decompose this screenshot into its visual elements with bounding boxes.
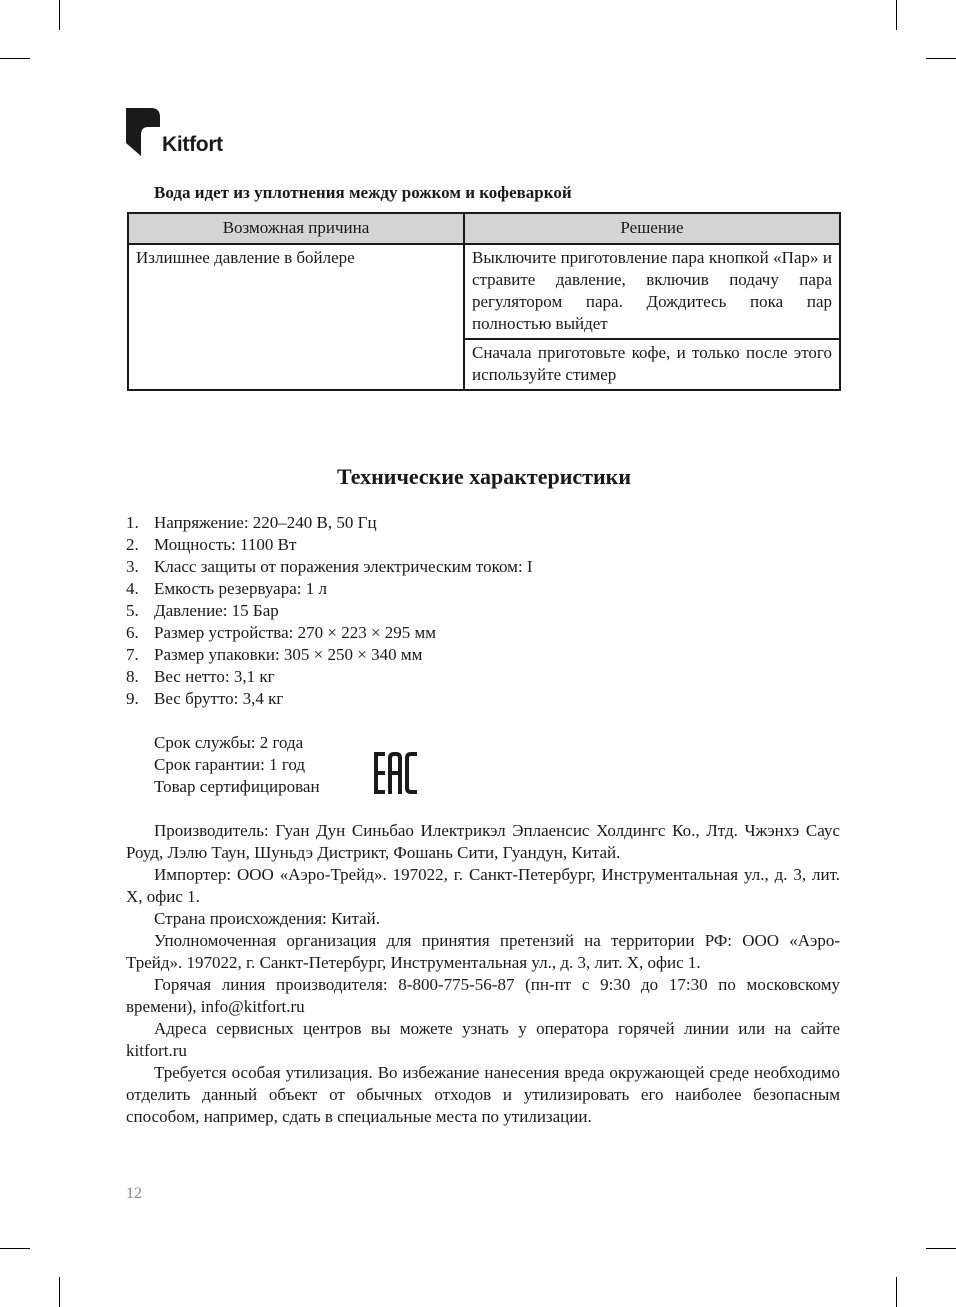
table-header-row [128, 213, 840, 244]
crop-mark [896, 0, 897, 30]
solution-cell: Выключите приготовление пара кнопкой «Пар» и стравите давление, включив подачу пара регулятором пара. Дождитесь пока пар полностью выйдет [464, 244, 840, 339]
paragraph: Производитель: Гуан Дун Синьбао Илектрикэл Эплаенсис Холдингс Ко., Лтд. Чжэнхэ Саус Роуд, Лэлю Таун, Шуньдэ Дистрикт, Фошань Сити, Гуандун, Китай. [126, 821, 840, 862]
list-item: 9. Вес брутто: 3,4 кг [126, 689, 284, 708]
paragraph: Страна происхождения: Китай. [154, 909, 381, 928]
list-item: 2. Мощность: 1100 Вт [126, 535, 297, 554]
kitfort-logo-icon [126, 108, 160, 156]
list-item: 8. Вес нетто: 3,1 кг [126, 667, 275, 686]
crop-mark [59, 1277, 60, 1307]
crop-mark [0, 1248, 30, 1249]
column-header-cause: Возможная причина [128, 213, 464, 244]
list-item: 1. Напряжение: 220–240 В, 50 Гц [126, 513, 377, 532]
crop-mark [59, 0, 60, 30]
crop-mark [926, 1248, 956, 1249]
service-life: Срок службы: 2 года [154, 733, 304, 752]
cause-cell: Излишнее давление в бойлере [128, 244, 464, 390]
service-info [154, 732, 320, 798]
solution-cell: Сначала приготовьте кофе, и только после этого используйте стимер [464, 339, 840, 390]
kitfort-logo [126, 108, 223, 156]
eac-mark-icon [374, 752, 418, 794]
list-item: 4. Емкость резервуара: 1 л [126, 579, 327, 598]
company-info [126, 820, 840, 1128]
specs-title: Технические характеристики [336, 464, 632, 489]
crop-mark [0, 58, 30, 59]
trouble-table [127, 212, 841, 391]
paragraph: Адреса сервисных центров вы можете узнать у оператора горячей линии или на сайте kitfort.ru [126, 1019, 840, 1060]
paragraph: Уполномоченная организация для принятия претензий на территории РФ: ООО «Аэро-Трейд». 197022, г. Санкт-Петербург, Инструментальная ул., д. 3, лит. Х, офис 1. [126, 931, 840, 972]
list-item: 7. Размер упаковки: 305 × 250 × 340 мм [126, 645, 423, 664]
list-item: 3. Класс защиты от поражения электрическим током: I [126, 557, 533, 576]
table-row [128, 244, 840, 339]
paragraph: Горячая линия производителя: 8-800-775-56-87 (пн-пт с 9:30 до 17:30 по московскому времени), info@kitfort.ru [126, 975, 840, 1016]
crop-mark [926, 58, 956, 59]
paragraph: Импортер: ООО «Аэро-Трейд». 197022, г. Санкт-Петербург, Инструментальная ул., д. 3, лит. Х, офис 1. [126, 865, 840, 906]
list-item: 6. Размер устройства: 270 × 223 × 295 мм [126, 623, 437, 642]
crop-mark [896, 1277, 897, 1307]
warranty: Срок гарантии: 1 год [154, 755, 306, 774]
trouble-heading: Вода идет из уплотнения между рожком и кофеваркой [154, 183, 572, 202]
specs-list [126, 512, 533, 710]
column-header-solution: Решение [464, 213, 840, 244]
brand-name: Kitfort [162, 133, 223, 156]
page-number: 12 [126, 1185, 142, 1202]
certified: Товар сертифицирован [154, 777, 320, 796]
paragraph: Требуется особая утилизация. Во избежание нанесения вреда окружающей среде необходимо отделить данный объект от обычных отходов и утилизировать его наиболее безопасным способом, например, сдать в специальные места по утилизации. [126, 1063, 840, 1126]
list-item: 5. Давление: 15 Бар [126, 601, 279, 620]
